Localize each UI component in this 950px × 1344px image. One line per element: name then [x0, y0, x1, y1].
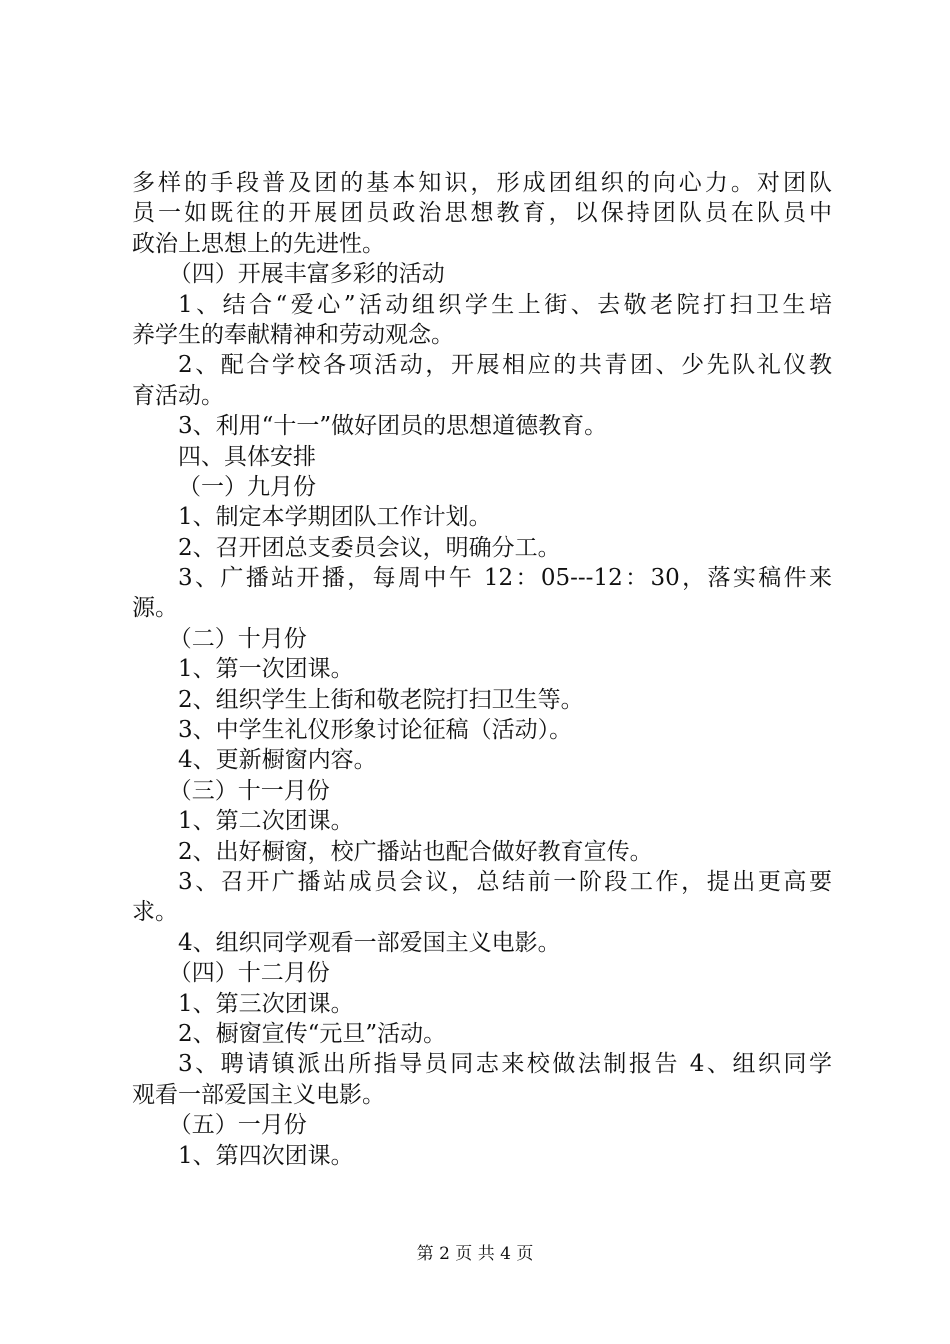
text-line: 3、利用“十一”做好团员的思想道德教育。 [178, 413, 608, 440]
text-line: 1、制定本学期团队工作计划。 [178, 504, 492, 531]
text-line: 多样的手段普及团的基本知识，形成团组织的向心力。对团队 [132, 170, 832, 196]
text-line: 4、更新橱窗内容。 [178, 747, 377, 774]
text-line: （一）九月份 [178, 473, 316, 500]
text-line: 3、广播站开播，每周中午 12：05---12：30，落实稿件来 [178, 565, 832, 592]
text-line: 1、第三次团课。 [178, 990, 354, 1017]
text-line: （五）一月份 [168, 1112, 307, 1139]
text-line: 3、聘请镇派出所指导员同志来校做法制报告 4、组织同学 [178, 1051, 832, 1078]
text-line: 源。 [132, 595, 178, 622]
text-line: 1、结合“爱心”活动组织学生上街、去敬老院打扫卫生培 [178, 291, 832, 318]
text-line: 1、第一次团课。 [178, 656, 354, 683]
text-line: 2、橱窗宣传“元旦”活动。 [178, 1020, 447, 1047]
text-line: 员一如既往的开展团员政治思想教育，以保持团队员在队员中 [132, 200, 832, 227]
text-line: 1、第四次团课。 [178, 1142, 354, 1169]
text-line: 观看一部爱国主义电影。 [132, 1081, 385, 1108]
text-line: 2、召开团总支委员会议，明确分工。 [178, 534, 561, 561]
document-body [132, 168, 832, 1171]
text-line: 2、组织学生上街和敬老院打扫卫生等。 [178, 686, 584, 713]
text-line: 政治上思想上的先进性。 [132, 230, 385, 257]
text-line: 3、中学生礼仪形象讨论征稿（活动）。 [178, 717, 573, 744]
text-line: （四）十二月份 [168, 960, 330, 987]
text-line: （三）十一月份 [168, 777, 330, 804]
text-line: 1、第二次团课。 [178, 808, 354, 835]
text-line: 2、配合学校各项活动，开展相应的共青团、少先队礼仪教 [178, 352, 832, 379]
text-line: 四、具体安排 [178, 443, 316, 470]
page-number-label: 第 2 页 共 4 页 [416, 1244, 534, 1264]
text-line: 育活动。 [132, 382, 224, 409]
text-line: 3、召开广播站成员会议，总结前一阶段工作，提出更高要 [178, 868, 832, 895]
text-line: 2、出好橱窗，校广播站也配合做好教育宣传。 [178, 838, 653, 865]
text-line: （四）开展丰富多彩的活动 [168, 261, 445, 288]
text-line: 4、组织同学观看一部爱国主义电影。 [178, 929, 561, 956]
text-line: 养学生的奉献精神和劳动观念。 [132, 321, 454, 348]
page-footer [0, 1242, 950, 1266]
text-line: 求。 [132, 899, 178, 926]
text-line: （二）十月份 [168, 625, 307, 652]
